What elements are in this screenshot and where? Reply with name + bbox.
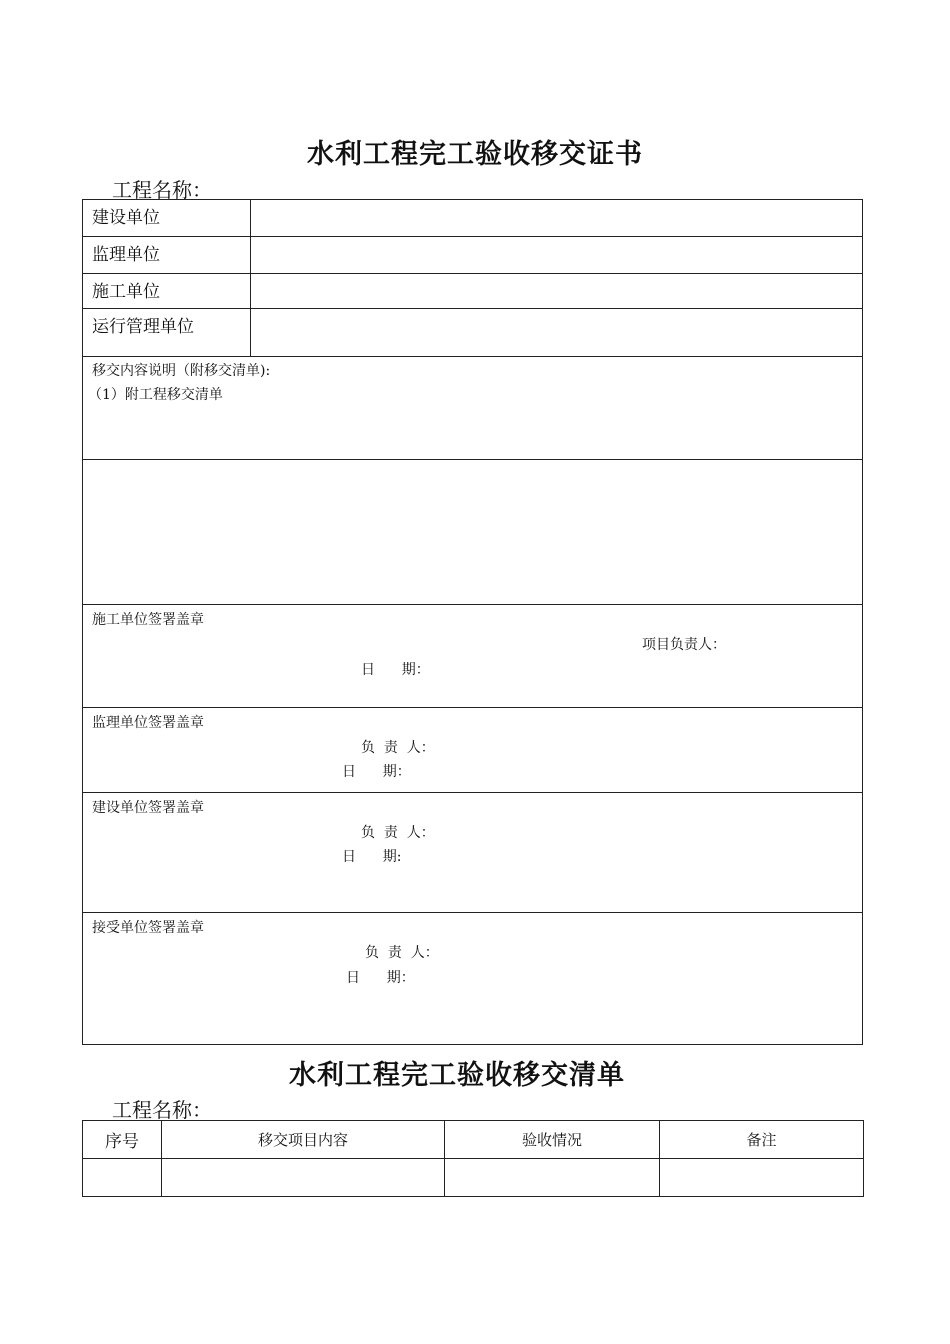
table-cell[interactable]	[83, 1159, 162, 1197]
transfer-description-label: 移交内容说明（附移交清单):	[92, 363, 271, 379]
table-header-row	[83, 1121, 864, 1159]
table-cell[interactable]	[660, 1159, 864, 1197]
owner-sign-section	[83, 793, 862, 913]
row-construction-unit	[83, 274, 862, 309]
column-header-content: 移交项目内容	[162, 1121, 445, 1159]
supervision-unit-label: 监理单位	[92, 245, 160, 265]
construction-sign-date: 日 期：	[361, 662, 430, 678]
certificate-title: 水利工程完工验收移交证书	[307, 139, 643, 170]
transfer-item-1: （1）附工程移交清单	[88, 387, 223, 403]
construction-sign-person: 项目负责人：	[642, 637, 726, 653]
owner-sign-label: 建设单位签署盖章	[92, 800, 204, 816]
column-header-index: 序号	[83, 1121, 162, 1159]
column-divider	[250, 274, 251, 308]
row-supervision-unit	[83, 237, 862, 274]
supervision-sign-date: 日 期：	[342, 764, 411, 780]
column-divider	[250, 200, 251, 236]
construction-sign-section	[83, 605, 862, 708]
row-construction-owner	[83, 200, 862, 237]
blank-section	[83, 460, 862, 605]
column-divider	[250, 309, 251, 356]
construction-unit-label: 施工单位	[92, 282, 160, 302]
owner-sign-person: 负 责 人：	[361, 825, 435, 841]
transfer-list-table	[82, 1120, 864, 1197]
column-divider	[250, 237, 251, 273]
transfer-list-title: 水利工程完工验收移交清单	[289, 1060, 625, 1091]
construction-sign-label: 施工单位签署盖章	[92, 612, 204, 628]
receiver-sign-label: 接受单位签署盖章	[92, 920, 204, 936]
table-row	[83, 1159, 864, 1197]
transfer-description-section	[83, 357, 862, 460]
owner-sign-date: 日 期:	[342, 849, 402, 865]
table-cell[interactable]	[445, 1159, 660, 1197]
transfer-list-project-name-label: 工程名称：	[112, 1098, 212, 1122]
receiver-sign-person: 负 责 人：	[365, 945, 439, 961]
supervision-sign-person: 负 责 人：	[361, 740, 435, 756]
receiver-sign-date: 日 期：	[346, 970, 415, 986]
column-header-acceptance: 验收情况	[445, 1121, 660, 1159]
row-operation-unit	[83, 309, 862, 357]
table-cell[interactable]	[162, 1159, 445, 1197]
receiver-sign-section	[83, 913, 862, 1044]
project-name-label: 工程名称：	[112, 178, 212, 202]
operation-unit-label: 运行管理单位	[92, 317, 194, 337]
column-header-remarks: 备注	[660, 1121, 864, 1159]
construction-owner-label: 建设单位	[92, 208, 160, 228]
supervision-sign-section	[83, 708, 862, 793]
supervision-sign-label: 监理单位签署盖章	[92, 715, 204, 731]
certificate-form	[82, 199, 863, 1045]
